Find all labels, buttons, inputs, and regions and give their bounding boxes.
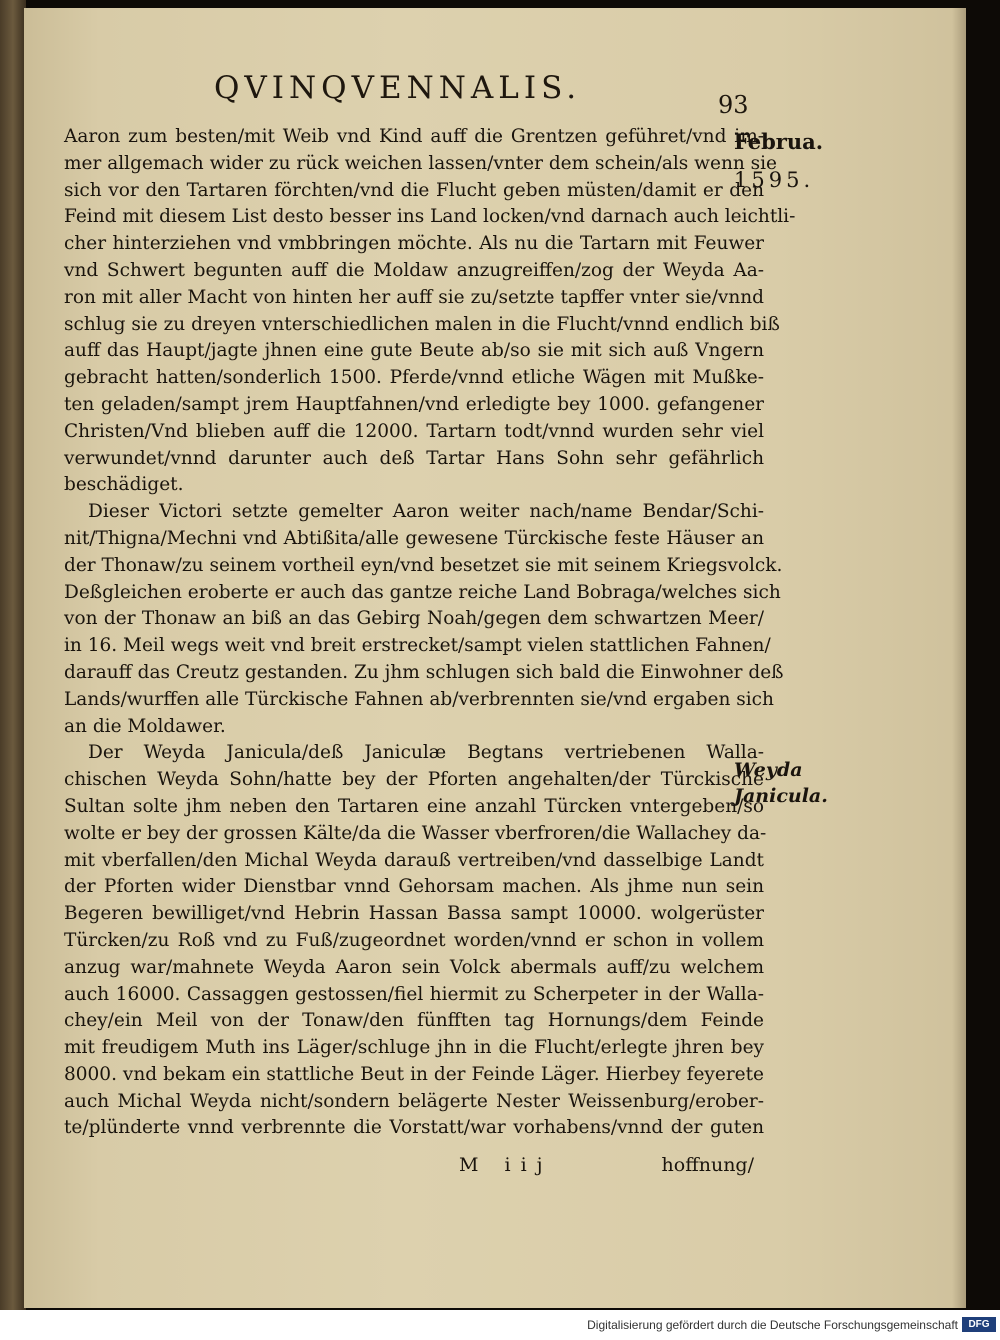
text-line: mit freudigem Muth ins Läger/schluge jhn in die Flucht/erlegte jhren bey [64, 1037, 764, 1059]
text-line: Begeren bewilliget/vnd Hebrin Hassan Bassa sampt 10000. wolgerüster [64, 903, 764, 925]
page-number: 93 [718, 91, 749, 119]
text-line: nit/Thigna/Mechni vnd Abtißita/alle gewesene Türckische feste Häuser an [64, 527, 764, 549]
text-line: ron mit aller Macht von hinten her auff sie zu/setzte tapffer vnter sie/vnnd [64, 286, 764, 308]
running-head: QVINQVENNALIS. [214, 70, 582, 106]
text-line: Sultan solte jhm neben den Tartaren eine anzahl Türcken vntergeben/so [64, 795, 764, 817]
text-line: schlug sie zu dreyen vnterschiedlichen malen in die Flucht/vnnd endlich biß [64, 313, 780, 335]
page-edge-shadow [952, 8, 966, 1308]
attribution-bar [0, 1310, 1000, 1340]
text-line: Türcken/zu Roß vnd zu Fuß/zugeordnet worden/vnnd er schon in vollem [64, 929, 764, 951]
text-line: auch Michal Weyda nicht/sondern belägerte Nester Weissenburg/erober- [64, 1090, 764, 1112]
text-line: in 16. Meil wegs weit vnd breit erstrecket/sampt vielen stattlichen Fahnen/ [64, 635, 771, 657]
text-line: ten geladen/sampt jrem Hauptfahnen/vnd erledigte bey 1000. gefangener [64, 393, 764, 415]
text-line: verwundet/vnnd darunter auch deß Tartar Hans Sohn sehr gefährlich [64, 447, 764, 469]
text-line: Lands/wurffen alle Türckische Fahnen ab/verbrennten sie/vnd ergaben sich [64, 688, 774, 710]
text-line: Feind mit diesem List desto besser ins Land locken/vnd darnach auch leichtli- [64, 206, 796, 228]
text-line: der Pforten wider Dienstbar vnnd Gehorsam machen. Als jhme nun sein [64, 876, 764, 898]
book-page [24, 8, 966, 1308]
previous-page-edge [0, 0, 26, 1310]
text-line: Aaron zum besten/mit Weib vnd Kind auff die Grentzen geführet/vnd im- [64, 126, 764, 147]
page-footer [64, 1154, 754, 1184]
text-line: von der Thonaw an biß an das Gebirg Noah/gegen dem schwartzen Meer/ [64, 608, 764, 630]
text-line: cher hinterziehen vnd vmbbringen möchte. Als nu die Tartarn mit Feuwer [64, 233, 764, 255]
margin-note-janicula: Janicula. [734, 785, 828, 807]
text-line: chischen Weyda Sohn/hatte bey der Pforten angehalten/der Türckische [64, 769, 764, 791]
text-line: vnd Schwert begunten auff die Moldaw anzugreiffen/zog der Weyda Aa- [64, 259, 764, 281]
text-line: anzug war/mahnete Weyda Aaron sein Volck abermals auff/zu welchem [64, 956, 764, 978]
margin-note-month: Februa. [734, 129, 824, 154]
text-line: an die Moldawer. [64, 715, 226, 737]
text-line: 8000. vnd bekam ein stattliche Beut in der Feinde Läger. Hierbey feyerete [64, 1063, 764, 1085]
dfg-logo-icon: DFG [962, 1317, 996, 1332]
margin-note-weyda: Weyda [734, 759, 803, 781]
text-line: chey/ein Meil von der Tonaw/den fünfften tag Hornungs/dem Feinde [64, 1010, 764, 1032]
catchword: hoffnung/ [661, 1154, 754, 1176]
text-line: Der Weyda Janicula/deß Janiculæ Begtans vertriebenen Walla- [88, 742, 764, 764]
text-line: mer allgemach wider zu rück weichen lassen/vnter dem schein/als wenn sie [64, 152, 778, 174]
signature-mark: M iij [459, 1154, 553, 1176]
text-line: te/plünderte vnnd verbrennte die Vorstatt/war vorhabens/vnnd der guten [64, 1117, 764, 1139]
text-line: mit vberfallen/den Michal Weyda darauß vertreiben/vnd dasselbige Landt [64, 849, 764, 871]
text-line: auff das Haupt/jagte jhnen eine gute Beute ab/so sie mit sich auß Vngern [64, 340, 764, 362]
text-line: auch 16000. Cassaggen gestossen/fiel hiermit zu Scherpeter in der Walla- [64, 983, 764, 1005]
text-line: beschädiget. [64, 474, 184, 496]
attribution-text: Digitalisierung gefördert durch die Deutsche Forschungsgemeinschaft [587, 1318, 958, 1332]
text-line: Dieser Victori setzte gemelter Aaron weiter nach/name Bendar/Schi- [88, 501, 764, 523]
text-line: gebracht hatten/sonderlich 1500. Pferde/vnnd etliche Wägen mit Mußke- [64, 367, 764, 389]
text-line: sich vor den Tartaren förchten/vnd die Flucht geben müsten/damit er den [64, 179, 764, 201]
text-line: Deßgleichen eroberte er auch das gantze reiche Land Bobraga/welches sich [64, 581, 781, 603]
text-line: wolte er bey der grossen Kälte/da die Wasser vberfroren/die Wallachey da- [64, 822, 767, 844]
text-line: darauff das Creutz gestanden. Zu jhm schlugen sich bald die Einwohner deß [64, 661, 784, 683]
margin-note-year: 1595. [734, 168, 815, 192]
text-line: Christen/Vnd blieben auff die 12000. Tartarn todt/vnnd wurden sehr viel [64, 420, 764, 442]
text-line: der Thonaw/zu seinem vortheil eyn/vnd besetzet sie mit seinem Kriegsvolck. [64, 554, 783, 576]
